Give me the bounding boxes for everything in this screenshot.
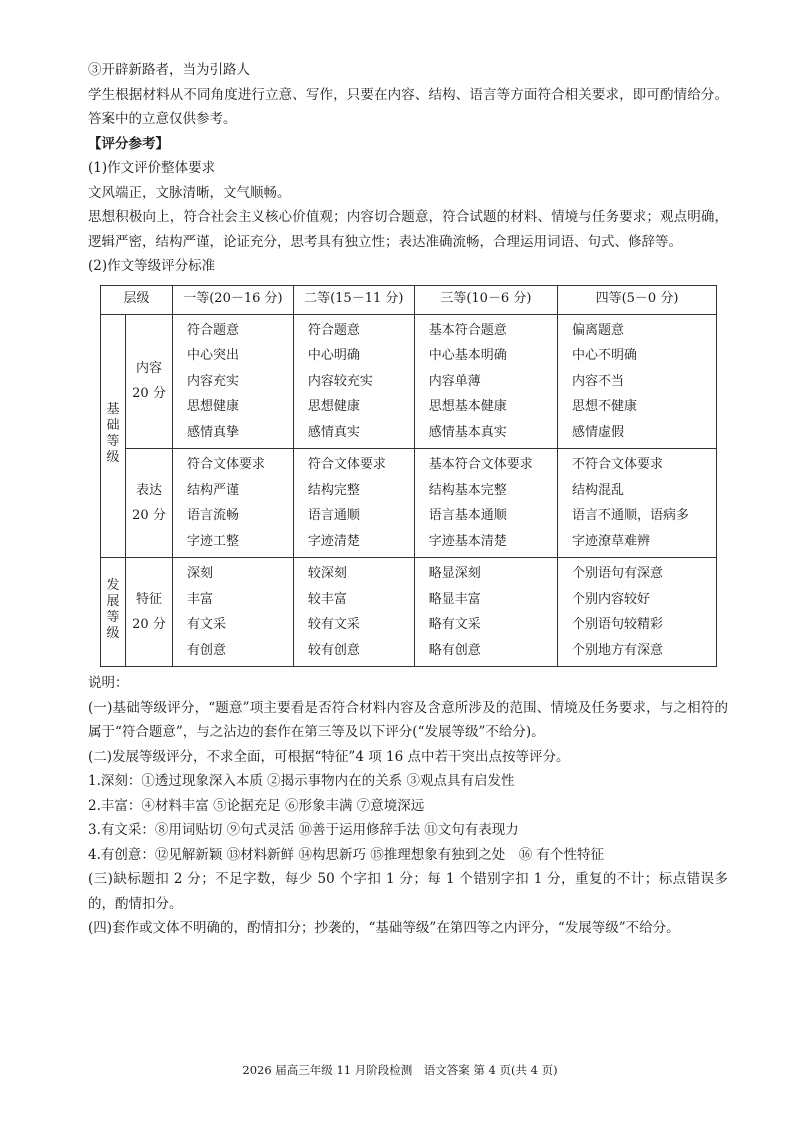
table-header-row [101, 285, 717, 314]
header-second-class: 二等(15－11 分) [293, 285, 414, 314]
grade-cell: 偏离题意 中心不明确 内容不当 思想不健康 感情虚假 [558, 314, 717, 449]
grade-cell: 不符合文体要求 结构混乱 语言不通顺，语病多 字迹潦草难辨 [558, 449, 717, 558]
note-5: 3.有文采：⑧用词贴切 ⑨句式灵活 ⑩善于运用修辞手法 ⑪文句有表现力 [88, 822, 519, 838]
basic-level-label: 基础等级 [101, 314, 126, 558]
note-7: (三)缺标题扣 2 分；不足字数，每少 50 个字扣 1 分；每 1 个错别字扣 1 分，重复的不计；标点错误多的，酌情扣分。 [88, 871, 728, 912]
standard-heading: (2)作文等级评分标准 [88, 258, 216, 274]
sub-item-expression: 表达 20 分 [126, 449, 173, 558]
sub-item-content: 内容 20 分 [126, 314, 173, 449]
grade-cell: 符合题意 中心明确 内容较充实 思想健康 感情真实 [293, 314, 414, 449]
header-level: 层级 [101, 285, 173, 314]
note-1: (一)基础等级评分，“题意”项主要看是否符合材料内容及含意所涉及的范围、情境及任务要求，与之相符的属于“符合题意”，与之沾边的套作在第三等及以下评分(“发展等级”不给分)。 [88, 699, 728, 740]
note-4: 2.丰富：④材料丰富 ⑤论据充足 ⑥形象丰满 ⑦意境深远 [88, 797, 425, 814]
overall-heading: (1)作文评价整体要求 [88, 160, 216, 176]
note-3: 1.深刻：①透过现象深入本质 ②揭示事物内在的关系 ③观点具有启发性 [88, 773, 515, 789]
intro-line-1: ③开辟新路者，当为引路人 [88, 62, 250, 78]
overall-paragraph-1: 文风端正，文脉清晰，文气顺畅。 [88, 184, 291, 201]
overall-paragraph-2: 思想积极向上，符合社会主义核心价值观；内容切合题意，符合试题的材料、情境与任务要求；观点明确，逻辑严密，结构严谨，论证充分，思考具有独立性；表达准确流畅，合理运用词语、句式、修辞等。 [88, 209, 728, 250]
note-6: 4.有创意：⑫见解新颖 ⑬材料新鲜 ⑭构思新巧 ⑮推理想象有独到之处 ⑯ 有个性特征 [88, 846, 605, 863]
development-level-label: 发展等级 [101, 558, 126, 667]
scoring-heading: 【评分参考】 [88, 135, 169, 152]
grade-cell: 符合题意 中心突出 内容充实 思想健康 感情真挚 [173, 314, 294, 449]
grade-cell: 符合文体要求 结构严谨 语言流畅 字迹工整 [173, 449, 294, 558]
header-fourth-class: 四等(5－0 分) [558, 285, 717, 314]
intro-line-2: 学生根据材料从不同角度进行立意、写作，只要在内容、结构、语言等方面符合相关要求，即可酌情给分。答案中的立意仅供参考。 [88, 86, 728, 127]
grade-cell: 基本符合题意 中心基本明确 内容单薄 思想基本健康 感情基本真实 [414, 314, 557, 449]
table-row-content [101, 314, 717, 449]
note-8: (四)套作或文体不明确的，酌情扣分；抄袭的，“基础等级”在第四等之内评分，“发展等级”不给分。 [88, 920, 680, 936]
header-third-class: 三等(10－6 分) [414, 285, 557, 314]
table-row-features [101, 558, 717, 667]
grading-table [100, 285, 717, 668]
notes-heading: 说明： [88, 675, 129, 691]
sub-item-features: 特征 20 分 [126, 558, 173, 667]
page-footer: 2026 届高三年级 11 月阶段检测 语文答案 第 4 页(共 4 页) [242, 1063, 558, 1077]
grade-cell: 个别语句有深意 个别内容较好 个别语句较精彩 个别地方有深意 [558, 558, 717, 667]
grade-cell: 基本符合文体要求 结构基本完整 语言基本通顺 字迹基本清楚 [414, 449, 557, 558]
grade-cell: 深刻 丰富 有文采 有创意 [173, 558, 294, 667]
grade-cell: 略显深刻 略显丰富 略有文采 略有创意 [414, 558, 557, 667]
grade-cell: 较深刻 较丰富 较有文采 较有创意 [293, 558, 414, 667]
header-first-class: 一等(20－16 分) [173, 285, 294, 314]
grade-cell: 符合文体要求 结构完整 语言通顺 字迹清楚 [293, 449, 414, 558]
table-row-expression [101, 449, 717, 558]
answer-page [88, 58, 728, 941]
note-2: (二)发展等级评分，不求全面，可根据“特征”4 项 16 点中若干突出点按等评分。 [88, 748, 570, 765]
